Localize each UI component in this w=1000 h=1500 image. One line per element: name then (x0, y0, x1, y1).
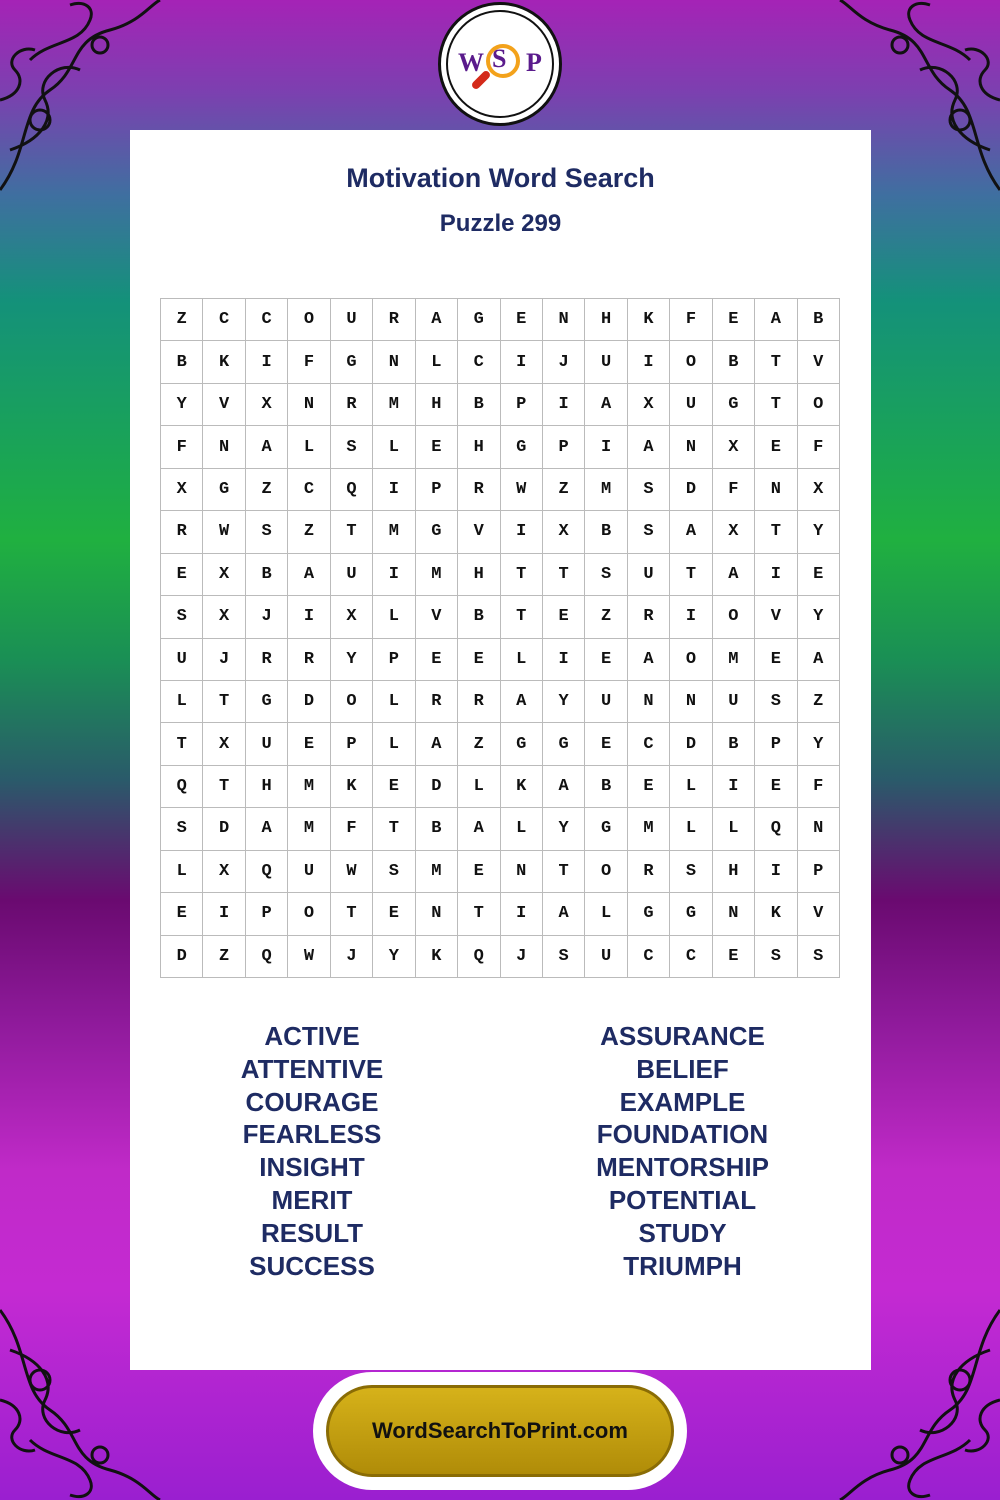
grid-cell: A (585, 384, 627, 426)
grid-cell: U (670, 384, 712, 426)
grid-cell: T (331, 893, 373, 935)
grid-cell: Q (246, 936, 288, 978)
grid-cell: Q (161, 766, 203, 808)
grid-cell: J (501, 936, 543, 978)
grid-cell: U (713, 681, 755, 723)
grid-cell: I (373, 469, 415, 511)
grid-cell: E (713, 299, 755, 341)
grid-cell: U (161, 639, 203, 681)
grid-cell: D (670, 723, 712, 765)
grid-cell: M (288, 766, 330, 808)
grid-cell: Z (288, 511, 330, 553)
grid-cell: N (543, 299, 585, 341)
grid-cell: C (288, 469, 330, 511)
grid-cell: B (585, 511, 627, 553)
grid-cell: G (670, 893, 712, 935)
grid-cell: Q (458, 936, 500, 978)
grid-cell: M (373, 511, 415, 553)
grid-cell: N (713, 893, 755, 935)
grid-cell: J (246, 596, 288, 638)
grid-cell: I (501, 893, 543, 935)
grid-cell: S (798, 936, 840, 978)
word-item: RESULT (260, 1217, 364, 1248)
grid-cell: R (288, 639, 330, 681)
letter-grid (160, 298, 840, 978)
grid-cell: P (331, 723, 373, 765)
grid-cell: A (416, 723, 458, 765)
grid-cell: P (501, 384, 543, 426)
grid-cell: V (416, 596, 458, 638)
grid-cell: H (246, 766, 288, 808)
grid-cell: T (203, 766, 245, 808)
grid-cell: V (798, 893, 840, 935)
grid-cell: W (288, 936, 330, 978)
grid-cell: L (501, 639, 543, 681)
wsp-logo (438, 2, 562, 126)
grid-cell: I (670, 596, 712, 638)
grid-cell: S (161, 808, 203, 850)
grid-cell: T (755, 511, 797, 553)
website-link[interactable]: WordSearchToPrint.com (326, 1385, 674, 1477)
grid-cell: S (246, 511, 288, 553)
page-title: Motivation Word Search (346, 163, 655, 193)
word-item: STUDY (638, 1217, 727, 1248)
grid-cell: Z (543, 469, 585, 511)
grid-cell: Z (585, 596, 627, 638)
logo-letter-w: W (458, 48, 484, 77)
grid-cell: X (713, 426, 755, 468)
grid-cell: G (501, 426, 543, 468)
grid-cell: S (331, 426, 373, 468)
puzzle-number: Puzzle 299 (439, 210, 562, 237)
grid-cell: U (585, 681, 627, 723)
grid-cell: U (331, 299, 373, 341)
grid-cell: N (501, 851, 543, 893)
word-item: INSIGHT (259, 1152, 365, 1183)
grid-cell: H (416, 384, 458, 426)
word-item: FEARLESS (242, 1119, 382, 1150)
word-list (130, 1020, 871, 1282)
grid-cell: E (373, 766, 415, 808)
grid-cell: U (585, 341, 627, 383)
grid-cell: H (713, 851, 755, 893)
grid-cell: I (755, 851, 797, 893)
grid-cell: O (670, 639, 712, 681)
grid-cell: A (416, 299, 458, 341)
website-badge (313, 1372, 687, 1490)
grid-cell: C (458, 341, 500, 383)
grid-cell: E (501, 299, 543, 341)
grid-cell: N (288, 384, 330, 426)
grid-cell: K (203, 341, 245, 383)
grid-cell: E (373, 893, 415, 935)
grid-cell: O (288, 893, 330, 935)
grid-cell: S (628, 511, 670, 553)
grid-cell: I (585, 426, 627, 468)
grid-cell: X (203, 554, 245, 596)
grid-cell: I (373, 554, 415, 596)
grid-cell: A (458, 808, 500, 850)
grid-cell: A (246, 426, 288, 468)
grid-cell: B (246, 554, 288, 596)
grid-cell: O (331, 681, 373, 723)
grid-cell: N (416, 893, 458, 935)
grid-cell: X (628, 384, 670, 426)
grid-cell: E (161, 554, 203, 596)
grid-cell: T (543, 554, 585, 596)
grid-cell: Y (373, 936, 415, 978)
grid-cell: O (713, 596, 755, 638)
grid-cell: E (713, 936, 755, 978)
grid-cell: F (161, 426, 203, 468)
grid-cell: S (670, 851, 712, 893)
grid-cell: N (670, 426, 712, 468)
grid-cell: U (331, 554, 373, 596)
grid-cell: E (416, 639, 458, 681)
grid-cell: I (543, 384, 585, 426)
grid-cell: F (798, 766, 840, 808)
grid-cell: T (161, 723, 203, 765)
grid-cell: A (246, 808, 288, 850)
grid-cell: C (246, 299, 288, 341)
grid-cell: R (161, 511, 203, 553)
grid-cell: P (798, 851, 840, 893)
grid-cell: O (670, 341, 712, 383)
grid-cell: J (203, 639, 245, 681)
grid-cell: P (416, 469, 458, 511)
grid-cell: G (501, 723, 543, 765)
grid-cell: N (373, 341, 415, 383)
grid-cell: I (203, 893, 245, 935)
grid-cell: M (713, 639, 755, 681)
grid-cell: I (501, 511, 543, 553)
grid-cell: Q (755, 808, 797, 850)
word-item: ACTIVE (264, 1021, 360, 1051)
grid-cell: H (458, 426, 500, 468)
grid-cell: L (161, 851, 203, 893)
word-item: BELIEF (636, 1053, 729, 1084)
grid-cell: I (288, 596, 330, 638)
grid-cell: Y (543, 808, 585, 850)
grid-cell: J (331, 936, 373, 978)
grid-cell: R (458, 469, 500, 511)
grid-cell: S (755, 936, 797, 978)
grid-cell: C (628, 723, 670, 765)
word-item: TRIUMPH (623, 1250, 742, 1281)
grid-cell: E (288, 723, 330, 765)
grid-cell: E (755, 639, 797, 681)
grid-cell: M (585, 469, 627, 511)
grid-cell: Y (798, 596, 840, 638)
word-item: COURAGE (245, 1086, 379, 1117)
grid-cell: R (628, 596, 670, 638)
grid-cell: V (203, 384, 245, 426)
grid-cell: T (670, 554, 712, 596)
grid-cell: A (755, 299, 797, 341)
grid-cell: C (670, 936, 712, 978)
grid-cell: E (458, 639, 500, 681)
grid-cell: X (331, 596, 373, 638)
grid-cell: K (416, 936, 458, 978)
grid-cell: X (798, 469, 840, 511)
grid-cell: X (203, 851, 245, 893)
grid-cell: L (670, 766, 712, 808)
grid-cell: R (458, 681, 500, 723)
grid-cell: T (331, 511, 373, 553)
grid-cell: Y (543, 681, 585, 723)
grid-cell: Y (798, 723, 840, 765)
grid-cell: V (755, 596, 797, 638)
grid-cell: N (203, 426, 245, 468)
word-list-left (130, 1020, 494, 1282)
grid-cell: S (628, 469, 670, 511)
grid-cell: D (161, 936, 203, 978)
grid-cell: M (628, 808, 670, 850)
grid-cell: X (161, 469, 203, 511)
grid-cell: F (288, 341, 330, 383)
grid-cell: G (458, 299, 500, 341)
grid-cell: A (543, 893, 585, 935)
grid-cell: E (416, 426, 458, 468)
grid-cell: T (755, 341, 797, 383)
grid-cell: A (543, 766, 585, 808)
grid-cell: Z (203, 936, 245, 978)
grid-cell: E (585, 723, 627, 765)
grid-cell: B (416, 808, 458, 850)
grid-cell: Z (798, 681, 840, 723)
grid-cell: D (203, 808, 245, 850)
word-item: ATTENTIVE (240, 1053, 384, 1084)
grid-cell: K (331, 766, 373, 808)
grid-cell: I (501, 341, 543, 383)
grid-cell: A (670, 511, 712, 553)
grid-cell: P (246, 893, 288, 935)
grid-cell: E (458, 851, 500, 893)
word-item: MENTORSHIP (596, 1152, 769, 1183)
grid-cell: E (628, 766, 670, 808)
grid-cell: T (373, 808, 415, 850)
grid-cell: U (628, 554, 670, 596)
word-item: POTENTIAL (608, 1184, 757, 1215)
grid-cell: L (373, 596, 415, 638)
logo-letter-s: S (492, 44, 507, 73)
grid-cell: G (713, 384, 755, 426)
word-item: SUCCESS (249, 1250, 375, 1281)
grid-cell: I (713, 766, 755, 808)
grid-cell: W (331, 851, 373, 893)
grid-cell: L (501, 808, 543, 850)
grid-cell: X (203, 596, 245, 638)
grid-cell: R (416, 681, 458, 723)
grid-cell: O (288, 299, 330, 341)
grid-cell: P (543, 426, 585, 468)
grid-cell: M (373, 384, 415, 426)
grid-cell: L (458, 766, 500, 808)
grid-cell: E (543, 596, 585, 638)
grid-cell: P (755, 723, 797, 765)
grid-cell: D (288, 681, 330, 723)
grid-cell: E (161, 893, 203, 935)
grid-cell: B (458, 596, 500, 638)
grid-cell: W (203, 511, 245, 553)
grid-cell: U (288, 851, 330, 893)
grid-cell: B (458, 384, 500, 426)
grid-cell: L (713, 808, 755, 850)
grid-cell: Z (458, 723, 500, 765)
grid-cell: L (373, 426, 415, 468)
grid-cell: G (246, 681, 288, 723)
grid-cell: W (501, 469, 543, 511)
grid-cell: N (798, 808, 840, 850)
logo-letter-p: P (526, 48, 542, 77)
grid-cell: I (246, 341, 288, 383)
grid-cell: S (585, 554, 627, 596)
grid-cell: J (543, 341, 585, 383)
grid-cell: Y (161, 384, 203, 426)
grid-cell: V (458, 511, 500, 553)
puzzle-sheet (130, 130, 871, 1370)
grid-cell: E (755, 766, 797, 808)
grid-cell: H (458, 554, 500, 596)
grid-cell: K (755, 893, 797, 935)
grid-cell: T (458, 893, 500, 935)
grid-cell: B (585, 766, 627, 808)
grid-cell: R (628, 851, 670, 893)
grid-cell: Q (246, 851, 288, 893)
grid-cell: G (203, 469, 245, 511)
logo-ring (446, 10, 554, 118)
grid-cell: T (755, 384, 797, 426)
word-item: EXAMPLE (619, 1086, 746, 1117)
grid-cell: G (416, 511, 458, 553)
grid-cell: D (416, 766, 458, 808)
grid-cell: Z (161, 299, 203, 341)
grid-cell: O (798, 384, 840, 426)
grid-cell: S (543, 936, 585, 978)
grid-cell: M (416, 554, 458, 596)
grid-cell: R (331, 384, 373, 426)
grid-cell: E (755, 426, 797, 468)
grid-cell: R (246, 639, 288, 681)
grid-cell: X (713, 511, 755, 553)
grid-cell: X (543, 511, 585, 553)
grid-cell: O (585, 851, 627, 893)
grid-cell: H (585, 299, 627, 341)
grid-cell: B (713, 341, 755, 383)
grid-cell: L (288, 426, 330, 468)
grid-cell: B (798, 299, 840, 341)
grid-cell: B (713, 723, 755, 765)
grid-cell: L (373, 723, 415, 765)
word-item: ASSURANCE (600, 1021, 765, 1051)
grid-cell: S (161, 596, 203, 638)
grid-cell: A (501, 681, 543, 723)
grid-cell: L (585, 893, 627, 935)
grid-cell: P (373, 639, 415, 681)
grid-cell: L (670, 808, 712, 850)
word-item: MERIT (271, 1184, 353, 1215)
grid-cell: S (373, 851, 415, 893)
grid-cell: C (628, 936, 670, 978)
grid-cell: L (161, 681, 203, 723)
grid-cell: R (373, 299, 415, 341)
grid-cell: K (628, 299, 670, 341)
grid-cell: D (670, 469, 712, 511)
grid-cell: I (628, 341, 670, 383)
grid-cell: L (373, 681, 415, 723)
grid-cell: U (246, 723, 288, 765)
grid-cell: T (203, 681, 245, 723)
grid-cell: I (755, 554, 797, 596)
grid-cell: Y (331, 639, 373, 681)
grid-cell: T (501, 596, 543, 638)
grid-cell: T (543, 851, 585, 893)
grid-cell: X (203, 723, 245, 765)
grid-cell: N (755, 469, 797, 511)
grid-cell: X (246, 384, 288, 426)
grid-cell: F (798, 426, 840, 468)
grid-cell: Y (798, 511, 840, 553)
grid-cell: T (501, 554, 543, 596)
grid-cell: G (543, 723, 585, 765)
grid-cell: A (628, 639, 670, 681)
word-item: FOUNDATION (596, 1119, 769, 1150)
grid-cell: N (628, 681, 670, 723)
grid-cell: M (288, 808, 330, 850)
grid-cell: V (798, 341, 840, 383)
grid-cell: Q (331, 469, 373, 511)
grid-cell: F (713, 469, 755, 511)
grid-cell: S (755, 681, 797, 723)
grid-cell: Z (246, 469, 288, 511)
grid-cell: M (416, 851, 458, 893)
grid-cell: C (203, 299, 245, 341)
grid-cell: A (798, 639, 840, 681)
grid-cell: A (288, 554, 330, 596)
grid-cell: N (670, 681, 712, 723)
grid-cell: U (585, 936, 627, 978)
grid-cell: I (543, 639, 585, 681)
grid-cell: F (670, 299, 712, 341)
grid-cell: F (331, 808, 373, 850)
grid-cell: G (628, 893, 670, 935)
grid-cell: K (501, 766, 543, 808)
grid-cell: A (713, 554, 755, 596)
grid-cell: G (585, 808, 627, 850)
grid-cell: G (331, 341, 373, 383)
grid-cell: L (416, 341, 458, 383)
grid-cell: E (798, 554, 840, 596)
grid-cell: B (161, 341, 203, 383)
word-list-right (494, 1020, 871, 1282)
grid-cell: E (585, 639, 627, 681)
grid-cell: A (628, 426, 670, 468)
